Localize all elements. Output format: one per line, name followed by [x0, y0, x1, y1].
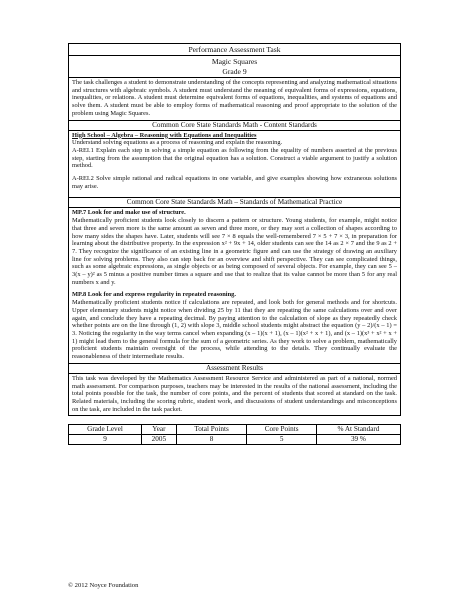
table-cell: 5 — [247, 435, 316, 445]
assessment-results-heading: Assessment Results — [69, 363, 400, 374]
table-row — [69, 435, 401, 445]
intro-paragraph: The task challenges a student to demonstrate understanding of the concepts representing and analyzing mathematical situations and structures with algebraic symbols. A student must understand the meaning of equivalent forms of expressions, equations, inequalities, or relations. A student must determine equivalent forms of equations, inequalities, and systems of equations and solve them. A student must be able to employ forms of mathematical reasoning and proof appropriate to the solution of the problem using Magic Squares. — [72, 79, 397, 117]
table-header-cell: Grade Level — [69, 425, 142, 435]
mp7-text: Mathematically proficient students look closely to discern a pattern or structure. Young students, for example, might notice that three and seven more is the same amount as seven and three more, or they may sort a collection of shapes according to how many sides the shapes have. Later, students will see 7 × 8 equals the well-remembered 7 × 5 + 7 × 3, in preparation for learning about the distributive property. In the expression x² + 9x + 14, older students can see the 14 as 2 × 7 and the 9 as 2 + 7. They recognize the significance of an existing line in a geometric figure and can use the strategy of drawing an auxiliary line for solving problems. They also can step back for an overview and shift perspective. They can see complicated things, such as some algebraic expressions, as single objects or as being composed of several objects. For example, they can see 5 – 3(x – y)² as 5 minus a positive number times a square and use that to realize that its value cannot be more than 5 for any real numbers x and y. — [72, 217, 397, 286]
table-cell: 39 % — [316, 435, 400, 445]
table-header-cell: % At Standard — [316, 425, 400, 435]
content-standards-heading: Common Core State Standards Math - Content Standards — [69, 120, 400, 131]
results-summary-table — [68, 424, 401, 445]
task-header — [69, 44, 400, 78]
header-title: Performance Assessment Task — [69, 44, 400, 56]
practice-standards-body — [69, 208, 400, 362]
mp8-text: Mathematically proficient students notice if calculations are repeated, and look both for general methods and for shortcuts. Upper elementary students might notice when dividing 25 by 11 that they are repeating the same calculations over and over again, and conclude they have a repeating decimal. By paying attention to the calculation of slope as they repeatedly check whether points are on the line through (1, 2) with slope 3, middle school students might abstract the equation (y – 2)/(x – 1) = 3. Noticing the regularity in the way terms cancel when expanding (x – 1)(x + 1), (x – 1)(x² + x + 1), and (x – 1)(x³ + x² + x + 1) might lead them to the general formula for the sum of a geometric series. As they work to solve a problem, mathematically proficient students maintain oversight of the process, while attending to the details. They continually evaluate the reasonableness of their intermediate results. — [72, 299, 397, 361]
practice-standards-heading: Common Core State Standards Math – Standards of Mathematical Practice — [69, 197, 400, 208]
table-cell: 9 — [69, 435, 142, 445]
copyright-footer: © 2012 Noyce Foundation — [68, 582, 139, 589]
table-header-row — [69, 425, 401, 435]
table-header-cell: Total Points — [176, 425, 247, 435]
task-page — [68, 43, 401, 445]
task-box — [68, 43, 401, 416]
task-name: Magic Squares — [211, 57, 258, 66]
standard-cluster: Understand solving equations as a process of reasoning and explain the reasoning. — [72, 139, 283, 147]
standard-rei1: A-REI.1 Explain each step in solving a simple equation as following from the equality of numbers asserted at the previous step, starting from the assumption that the original equation has a solution. Construct a viable argument to justify a solution method. — [72, 146, 397, 170]
mp7-title: MP.7 Look for and make use of structure. — [72, 209, 186, 217]
table-header-cell: Core Points — [247, 425, 316, 435]
standard-rei2: A-REI.2 Solve simple rational and radical equations in one variable, and give examples showing how extraneous solutions may arise. — [72, 175, 397, 190]
table-header-cell: Year — [141, 425, 176, 435]
table-cell: 8 — [176, 435, 247, 445]
content-standards-body — [69, 131, 400, 198]
assessment-results-text: This task was developed by the Mathematics Assessment Resource Service and administered as part of a national, normed math assessment. For comparison purposes, teachers may be interested in the results of the national assessment, including the total points possible for the task, the number of core points, and the percent of students that scored at standard on the task. Related materials, including the scoring rubric, student work, and discussions of student understandings and misconceptions on the task, are included in the task packet. — [72, 374, 397, 413]
grade-label: Grade 9 — [69, 66, 400, 78]
mp8-title: MP.8 Look for and express regularity in repeated reasoning. — [72, 291, 236, 299]
table-cell: 2005 — [141, 435, 176, 445]
standard-domain: High School – Algebra – Reasoning with Equations and Inequalities — [72, 131, 257, 139]
